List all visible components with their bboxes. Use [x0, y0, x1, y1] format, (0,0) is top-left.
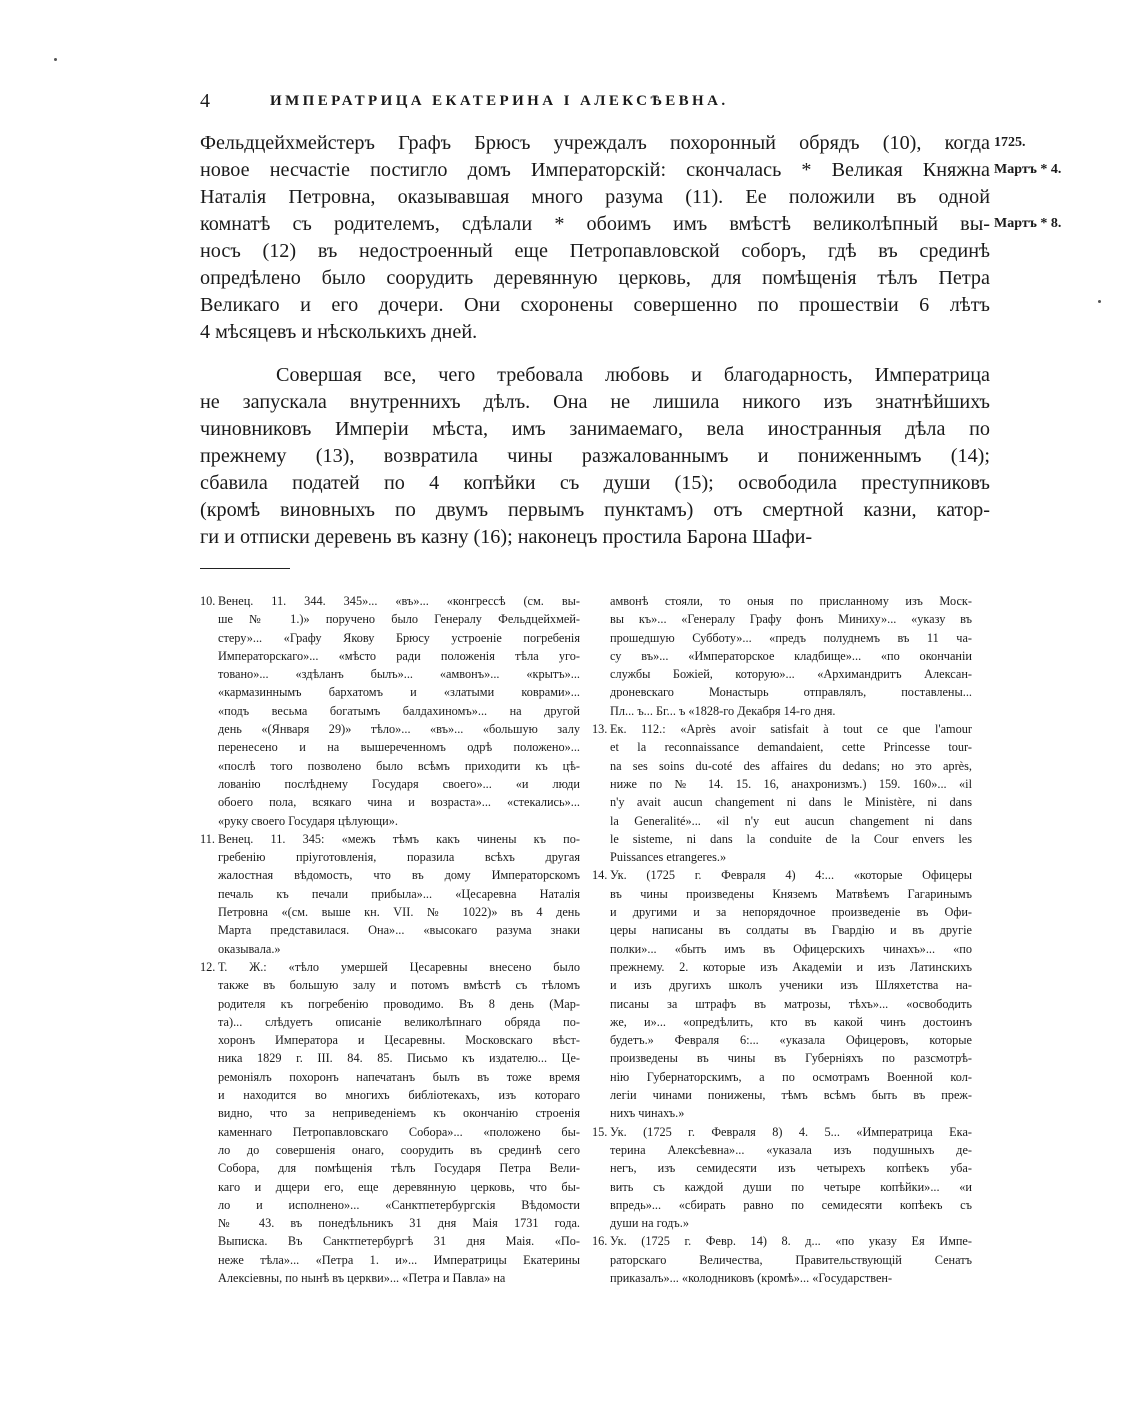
- footnote-number: 13.: [592, 722, 608, 737]
- footnote-text: ника 1829 г. III. 84. 85. Письмо къ издателю... Це-: [218, 1051, 580, 1066]
- text-line: новое несчастіе постигло домъ Императорскій: скончалась * Великая Княжна: [200, 159, 990, 181]
- footnote-text: амвонѣ стояли, то оныя по присланному изъ Моск-: [610, 594, 972, 608]
- text-line: опредѣлено было соорудить деревянную церковь, для помѣщенія тѣлъ Петра: [200, 267, 990, 289]
- footnote-text: каго и дщери его, еще деревянную церковь, что бы-: [218, 1179, 580, 1194]
- footnote-text: Собора, для помѣщенія тѣлъ Государя Петра Вели-: [218, 1161, 580, 1176]
- footnote-text: души на годъ.»: [610, 1216, 690, 1231]
- footnote-text: су въ»... «Императорское кладбище»... «по окончаніи: [610, 648, 972, 663]
- scan-speck: [1098, 300, 1101, 303]
- margin-note: Мартъ * 4.: [994, 162, 1062, 177]
- footnote-text: Пл... ъ... Бг... ъ «1828-го Декабря 14-го дня.: [610, 703, 836, 718]
- footnote-line: [592, 1159, 972, 1177]
- footnote-text: перенесено и на вышереченномъ одрѣ положено»...: [218, 740, 580, 755]
- footnote-line: [592, 1232, 972, 1250]
- footnote-line: [592, 958, 972, 976]
- footnote-text: въ чины произведены Княземъ Матвѣемъ Гагаринымъ: [610, 886, 972, 901]
- footnote-text: n'y avait aucun changement ni dans le Ministère, ni dans: [610, 795, 972, 810]
- footnote-line: [592, 1068, 972, 1086]
- footnote-line: [592, 757, 972, 775]
- footnote-text: приказалъ»... «колодниковъ (кромѣ»... «Государствен-: [610, 1270, 893, 1285]
- footnote-text: Ук. (1725 г. Февраля 8) 4. 5... «Императрица Ека-: [610, 1124, 972, 1139]
- footnote-line: [592, 976, 972, 994]
- footnote-text: товано»... «здѣланъ былъ»... «амвонъ»... «крытъ»...: [218, 667, 580, 682]
- text-line: Фельдцейхмейстеръ Графъ Брюсъ учреждалъ похоронный обрядъ (10), когда: [200, 132, 990, 154]
- footnote-line: [200, 976, 580, 994]
- footnote-number: 14.: [592, 868, 608, 883]
- footnote-text: каменнаго Петропавловскаго Собора»... «положено бы-: [218, 1124, 580, 1139]
- footnote-line: [200, 812, 580, 830]
- footnote-text: вить съ каждой души по четыре копѣйки»... «и: [610, 1179, 972, 1194]
- footnote-line: [200, 1049, 580, 1067]
- footnote-text: Императорскаго»... «мѣсто ради положенія тѣла уго-: [218, 648, 580, 663]
- footnote-line: [592, 683, 972, 701]
- footnote-line: [200, 1178, 580, 1196]
- footnote-text: «послѣ того позволено было всѣмъ приходити къ цѣ-: [218, 758, 580, 773]
- text-line: (кромѣ виновныхъ по двумъ первымъ пунктамъ) отъ смертной казни, катор-: [200, 499, 990, 521]
- footnote-line: [200, 629, 580, 647]
- text-line: 4 мѣсяцевъ и нѣсколькихъ дней.: [200, 321, 478, 343]
- footnote-line: [592, 1086, 972, 1104]
- footnote-text: оказывала.»: [218, 941, 281, 956]
- footnote-number: 10.: [200, 594, 216, 608]
- footnote-line: [592, 592, 972, 610]
- footnote-line: [592, 812, 972, 830]
- footnote-text: стеру»... «Графу Якову Брюсу устроеніе погребенія: [218, 630, 580, 645]
- footnote-line: [592, 848, 972, 866]
- running-head: [200, 90, 990, 116]
- footnote-line: [200, 793, 580, 811]
- footnote-text: Венец. 11. 345: «межъ тѣмъ какъ чинены къ по-: [218, 831, 580, 846]
- footnote-line: [200, 1031, 580, 1049]
- footnote-text: Марта представилася. Она»... «высокаго разума знаки: [218, 923, 580, 938]
- footnote-text: «кармазиннымъ бархатомъ и «златыми коврами»...: [218, 685, 580, 700]
- footnote-number: 16.: [592, 1234, 608, 1249]
- footnote-line: [592, 1178, 972, 1196]
- footnote-line: [592, 793, 972, 811]
- footnote-text: Петровна «(см. выше кн. VII. № 1022)» въ 4 день: [218, 905, 580, 920]
- footnote-text: же, и»... «опредѣлить, кто въ какой чинъ достоинъ: [610, 1014, 972, 1029]
- footnote-line: [200, 921, 580, 939]
- footnote-line: [200, 1214, 580, 1232]
- footnote: [200, 592, 580, 830]
- footnote-text: жалостная вѣдомость, что въ дому Императорскомъ: [218, 868, 580, 883]
- footnote-line: [200, 610, 580, 628]
- footnote-text: день «(Января 29)» тѣло»... «въ»... «большую залу: [218, 722, 580, 737]
- footnote-text: Выписка. Въ Санктпетербургѣ 31 дня Маія. «По-: [218, 1234, 580, 1249]
- footnote-line: [592, 995, 972, 1013]
- footnote: [200, 958, 580, 1287]
- footnote-line: [592, 866, 972, 884]
- footnote-text: ниже по № 14. 15. 16, анахронизмъ.) 159. 160»... «il: [610, 776, 972, 791]
- footnote-text: ше № 1.)» поручено было Генералу Фельдцейхмей-: [218, 612, 580, 627]
- footnote-line: [200, 1068, 580, 1086]
- footnote-text: «подъ весьма богатымъ балдахиномъ»... на другой: [218, 703, 580, 718]
- footnote-number: 11.: [200, 831, 215, 846]
- footnote-text: и другими и за непорядочное произведеніе въ Офи-: [610, 905, 972, 920]
- footnote-line: [592, 830, 972, 848]
- footnote-text: ремоніялъ похоронъ напечатанъ былъ въ тоже время: [218, 1069, 580, 1084]
- footnote-line: [592, 1049, 972, 1067]
- footnote-line: [200, 940, 580, 958]
- footnote-line: [592, 940, 972, 958]
- footnote-line: [200, 1159, 580, 1177]
- footnote-text: Т. Ж.: «тѣло умершей Цесаревны внесено было: [218, 959, 580, 974]
- footnote-line: [200, 683, 580, 701]
- text-line: ги и отписки деревень въ казну (16); наконецъ простила Барона Шафи-: [200, 526, 813, 548]
- footnote-text: нію Губернаторскимъ, а по осмотрамъ Военной кол-: [610, 1069, 972, 1084]
- footnotes-left-column: [200, 592, 580, 1287]
- footnote-line: [200, 903, 580, 921]
- footnote-line: [200, 885, 580, 903]
- text-line: Совершая все, чего требовала любовь и благодарность, Императрица: [276, 364, 990, 386]
- footnote-line: [592, 1141, 972, 1159]
- main-text: [200, 130, 990, 551]
- footnote-text: Венец. 11. 344. 345»... «въ»... «конгрессѣ (см. вы-: [218, 594, 580, 608]
- footnote-text: № 43. въ понедѣльникъ 31 дня Маія 1731 года.: [218, 1216, 580, 1231]
- footnote-text: впредь»... «сбирать равно по семидесяти копѣекъ съ: [610, 1197, 972, 1212]
- footnote-text: службы Божіей, которую»... «Архимандритъ Алексан-: [610, 667, 972, 682]
- footnote-line: [200, 665, 580, 683]
- footnote-text: и находится во многихъ библіотекахъ, изъ котораго: [218, 1088, 580, 1103]
- footnote-line: [200, 775, 580, 793]
- footnote-line: [592, 629, 972, 647]
- footnote-text: видно, что за неприведеніемъ къ окончанію строенія: [218, 1106, 580, 1121]
- footnote-line: [200, 1269, 580, 1287]
- footnote-line: [200, 830, 580, 848]
- footnote-line: [200, 738, 580, 756]
- footnote-line: [592, 647, 972, 665]
- footnote-text: Ук. (1725 г. Февр. 14) 8. д... «по указу Ея Импе-: [610, 1234, 972, 1249]
- footnote-line: [200, 958, 580, 976]
- footnote-line: [592, 1196, 972, 1214]
- footnote-text: Алексіевны, по нынѣ въ церкви»... «Петра и Павла» на: [218, 1270, 506, 1285]
- footnote-line: [200, 702, 580, 720]
- scan-speck: [54, 58, 57, 61]
- footnote-line: [592, 610, 972, 628]
- footnote-line: [200, 647, 580, 665]
- text-line: не запускала внутреннихъ дѣлъ. Она не лишила никого изъ знатнѣйшихъ: [200, 391, 990, 413]
- footnote-text: полки»... «быть имъ въ Офицерскихъ чинахъ»... «по: [610, 941, 972, 956]
- footnote-line: [592, 1031, 972, 1049]
- footnote-text: неже тѣла»... «Петра 1. и»... Императрицы Екатерины: [218, 1252, 580, 1267]
- footnote-text: будетъ.» Февраля 6:... «указала Офицеровъ, которые: [610, 1033, 972, 1048]
- footnote-text: лованію послѣднему Государя своего»... «и люди: [218, 776, 580, 791]
- footnote-rule: [200, 568, 290, 569]
- footnote-text: et la reconnaissance demandaient, cette Princesse tour-: [610, 740, 972, 755]
- footnote-line: [200, 1141, 580, 1159]
- footnote-text: родителя къ погребенію проводимо. Въ 8 день (Мар-: [218, 996, 580, 1011]
- text-line: комнатѣ съ родителемъ, сдѣлали * обоимъ имъ вмѣстѣ великолѣпный вы-: [200, 213, 990, 235]
- footnote-line: [200, 592, 580, 610]
- footnote-text: la Generalité»... «il n'y eut aucun changement ni dans: [610, 813, 972, 828]
- footnote-text: прежнему. 2. которые изъ Академіи и изъ Латинскихъ: [610, 959, 972, 974]
- footnotes-right-column: [592, 592, 972, 1287]
- footnote-line: [592, 720, 972, 738]
- footnote-text: нихъ чинахъ.»: [610, 1106, 685, 1121]
- footnote-line: [200, 1086, 580, 1104]
- page-number: 4: [200, 90, 210, 112]
- footnote-text: na ses soins du-coté des affaires du dedans; но это après,: [610, 758, 972, 773]
- footnote-line: [200, 848, 580, 866]
- footnote: [200, 830, 580, 958]
- footnote-line: [592, 885, 972, 903]
- footnote-text: церы написаны въ солдаты въ Гвардію и въ другіе: [610, 923, 972, 938]
- footnote: [592, 866, 972, 1122]
- footnote-text: Puissances etrangeres.»: [610, 850, 727, 865]
- footnote-number: 15.: [592, 1124, 608, 1139]
- text-line: Великаго и его дочери. Они схоронены совершенно по прошествіи 6 лѣтъ: [200, 294, 990, 316]
- footnote: [592, 1123, 972, 1233]
- paragraph-1: [200, 130, 990, 346]
- footnote-line: [592, 921, 972, 939]
- text-line: носъ (12) въ недостроенный еще Петропавловской соборъ, гдѣ въ срединѣ: [200, 240, 990, 262]
- footnote-text: дроневскаго Монастырь отправлялъ, поставлены...: [610, 685, 972, 700]
- footnote-line: [200, 1196, 580, 1214]
- footnote-line: [592, 1269, 972, 1287]
- footnote-text: и изъ другихъ школъ ученики изъ Шляхетства на-: [610, 978, 972, 993]
- footnote-line: [592, 702, 972, 720]
- text-line: прежнему (13), возвратила чины разжалованнымъ и пониженнымъ (14);: [200, 445, 990, 467]
- text-line: сбавила податей по 4 копѣйки съ души (15); освободила преступниковъ: [200, 472, 990, 494]
- paragraph-2: [200, 362, 990, 551]
- footnote-line: [200, 1123, 580, 1141]
- footnote-text: раторскаго Величества, Правительствующій Сенатъ: [610, 1252, 972, 1267]
- footnote-line: [592, 903, 972, 921]
- footnote-text: произведены въ чины въ Губерніяхъ по разсмотрѣ-: [610, 1051, 972, 1066]
- footnote-text: le sisteme, ni dans la conduite de la Cour envers les: [610, 831, 972, 846]
- footnote-line: [592, 1214, 972, 1232]
- footnote-text: ло до совершенія онаго, соорудить въ срединѣ сего: [218, 1142, 580, 1157]
- footnote-text: хоронъ Императора и Цесаревны. Московскаго вѣст-: [218, 1033, 580, 1048]
- running-title: ИМПЕРАТРИЦА ЕКАТЕРИНА I АЛЕКСѢЕВНА.: [270, 93, 729, 109]
- footnote-line: [592, 1013, 972, 1031]
- footnote-line: [200, 1251, 580, 1269]
- footnote-text: обоего пола, всякаго чина и возраста»... «стекались»...: [218, 795, 580, 810]
- footnote-line: [592, 1123, 972, 1141]
- footnote-line: [592, 775, 972, 793]
- footnote-text: Ук. (1725 г. Февраля 4) 4:... «которые Офицеры: [610, 868, 972, 883]
- footnote-text: та)... слѣдуетъ описаніе великолѣпнаго обряда по-: [218, 1014, 580, 1029]
- footnote-line: [200, 1232, 580, 1250]
- footnote-text: легіи чинами понижены, тѣмъ всѣмъ быть въ преж-: [610, 1088, 972, 1103]
- footnote-text: печаль къ печали прибыла»... «Цесаревна Наталія: [218, 886, 580, 901]
- footnote-text: прошедшую Субботу»... «предъ полуднемъ въ 11 ча-: [610, 630, 972, 645]
- footnote-number: 12.: [200, 959, 216, 974]
- footnote: [592, 1232, 972, 1287]
- footnote-line: [200, 866, 580, 884]
- footnote-text: негъ, изъ семидесяти изъ четырехъ копѣекъ уба-: [610, 1161, 972, 1176]
- footnote-text: гребенію пріуготовленія, поразила всѣхъ другая: [218, 850, 580, 865]
- footnote-line: [200, 1013, 580, 1031]
- footnote-line: [592, 1104, 972, 1122]
- footnote-text: ло и исполнено»... «Санктпетербургскія Вѣдомости: [218, 1197, 580, 1212]
- footnote-line: [592, 738, 972, 756]
- text-line: Наталія Петровна, оказывавшая много разума (11). Ее положили въ одной: [200, 186, 990, 208]
- text-line: чиновниковъ Имперіи мѣста, имъ занимаемаго, вела иностранныя дѣла по: [200, 418, 990, 440]
- footnote-text: вы къ»... «Генералу Графу фонъ Миниху»... «указу въ: [610, 612, 972, 627]
- footnote-line: [592, 665, 972, 683]
- margin-note: 1725.: [994, 135, 1026, 150]
- margin-note: Мартъ * 8.: [994, 216, 1062, 231]
- footnote: [592, 592, 972, 720]
- footnote-line: [200, 720, 580, 738]
- footnote-line: [200, 1104, 580, 1122]
- footnote-text: «руку своего Государя цѣлующи».: [218, 813, 398, 828]
- footnote-text: Ек. 112.: «Après avoir satisfait à tout ce que l'amour: [610, 722, 972, 737]
- footnote-text: также въ большую залу и потомъ вмѣстѣ съ тѣломъ: [218, 978, 580, 993]
- footnote-text: писаны за штрафъ въ матрозы, тѣхъ»... «освободить: [610, 996, 972, 1011]
- footnote-line: [200, 995, 580, 1013]
- footnote-line: [200, 757, 580, 775]
- footnote-line: [592, 1251, 972, 1269]
- footnote: [592, 720, 972, 866]
- footnote-text: терина Алексѣевна»... «указала изъ подушныхъ де-: [610, 1142, 972, 1157]
